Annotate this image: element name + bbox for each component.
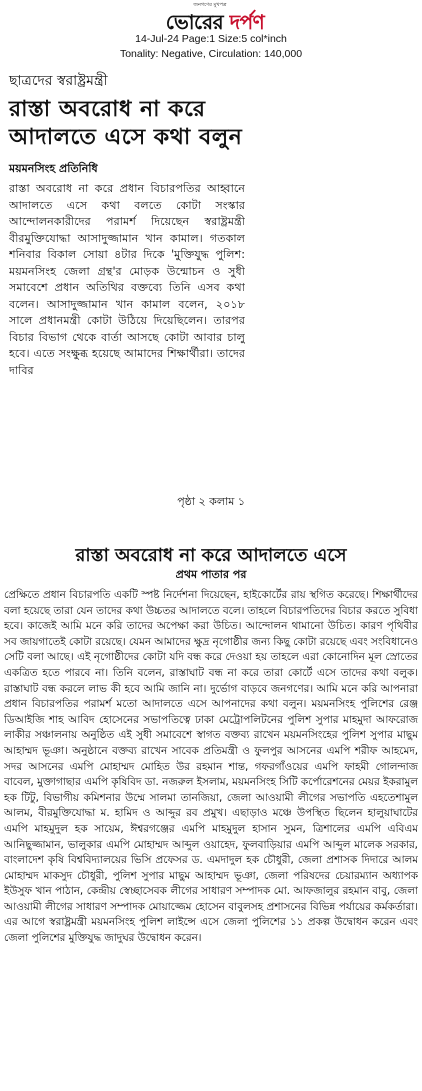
jump-reference: পৃষ্ঠা ২ কলাম ১	[177, 495, 245, 508]
clip-meta-tonality: Tonality: Negative, Circulation: 140,000	[119, 48, 303, 60]
continuation-subhead: প্রথম পাতার পর	[175, 568, 247, 581]
continuation-headline: রাস্তা অবরোধ না করে আদালতে এসে	[75, 545, 347, 566]
article-byline: ময়মনসিংহ প্রতিনিধি	[9, 162, 98, 175]
article-continuation	[4, 544, 418, 1091]
article-headline: রাস্তা অবরোধ না করে আদালতে এসে কথা বলুন	[9, 97, 243, 150]
article-kicker: ছাত্রদের স্বরাষ্ট্রমন্ত্রী	[9, 73, 108, 89]
logo-part-two: দর্পণ	[229, 10, 265, 34]
masthead	[0, 0, 422, 66]
newspaper-logo	[120, 8, 310, 32]
clip-meta-date-size: 14-Jul-24 Page:1 Size:5 col*inch	[135, 33, 287, 45]
article-front-page	[5, 70, 245, 530]
masthead-tagline: জনগণের মুখপত্র	[193, 2, 227, 8]
continuation-body: প্রেক্ষিতে প্রধান বিচারপতি একটি স্পষ্ট নির্দেশনা দিয়েছেন, হাইকোর্টের রায় স্থগিত করেছে। শিক্ষার্থীদের বলা হয়েছে তারা যেন তাদের কথা উচ্চতর আদালতে বলে। তাহলে বিচারপতিদের বিচার করতে সুবিধা হবে। কাজেই আমি মনে করি তাদের অপেক্ষা করা উচিত। আন্দোলন থামানো উচিত। কারণ পৃথিবীর সব জায়গাতেই কোটা রয়েছে। যেমন আমাদের ক্ষুদ্র নৃগোষ্ঠীর জন্য কিছু কোটা রয়েছে এবং সংবিধানেও সেটি বলা আছে। এই নৃগোষ্ঠীদের কোটা যদি বন্ধ করে দেওয়া হয় তাহলে এরা কোনোদিন মূল স্রোতের একত্রিত হতে পারবে না। তিনি বলেন, রাস্তাঘাট বন্ধ না করে তারা কোর্টে এসে তাদের কথা বলুক। রাস্তাঘাট বন্ধ করলে লাভ কী হবে আমি জানি না। দুর্ভোগ বাড়বে জনগণের। আমি মনে করি আপনারা প্রধান বিচারপতির পরামর্শ মতো আদালতে এসে আপনাদের কথা বলুন। ময়মনসিংহ পুলিশের রেঞ্জ ডিআইজি শাহ আবিদ হোসেনের সভাপতিত্বে ঢাকা মেট্রোপলিটনের পুলিশ সুপার মাহমুদা আফরোজ লাকীর সঞ্চালনায় অনুষ্ঠিত এই সুধী সমাবেশে স্বাগত বক্তব্য রাখেন ময়মনসিংহের পুলিশ সুপার মাছুম আহাম্মদ ভূঞা। অনুষ্ঠানে বক্তব্য রাখেন সাবেক প্রতিমন্ত্রী ও ফুলপুর আসনের এমপি শরীফ আহমেদ, সদর আসনের এমপি মোহাম্মদ মোহিত উর রহমান শান্ত, গফরগাঁওয়ের এমপি ফাহমী গোলন্দাজ বাবেল, মুক্তাগাছার এমপি কৃষিবিদ ডা. নজরুল ইসলাম, ময়মনসিংহ সিটি কর্পোরেশনের মেয়র ইকরামুল হক টিটু, বিভাগীয় কমিশনার উম্মে সালমা তানজিয়া, জেলা আওয়ামী লীগের সভাপতি এহতেশামুল আলম, বীরমুক্তিযোদ্ধা ম. হামিদ ও আব্দুর রব প্রমুখ। এছাড়াও মঞ্চে উপস্থিত ছিলেন হালুয়াঘাটের এমপি মাহমুদুল হক সায়েম, ঈশ্বরগঞ্জের এমপি মাহমুদুল হাসান সুমন, ত্রিশালের এমপি এবিএম আনিছুজ্জামান, ভালুকার এমপি মোহাম্মদ আব্দুল ওয়াহেদ, ফুলবাড়িয়ার এমপি আব্দুল মালেক সরকার, বাংলাদেশ কৃষি বিশ্ববিদ্যালয়ের ভিসি প্রফেসর ড. এমদাদুল হক চৌধুরী, জেলা প্রশাসক দিদারে আলম মোহাম্মদ মাকসুদ চৌধুরী, পুলিশ সুপার মাছুম আহাম্মদ ভূঞা, জেলা পরিষদের চেয়ারম্যান অধ্যাপক ইউসুফ খান পাঠান, কেন্দ্রীয় স্বেচ্ছাসেবক লীগের সাধারণ সম্পাদক মো. আফজালুর রহমান বাবু, জেলা আওয়ামী লীগের সাধারণ সম্পাদক মোয়াজ্জেম হোসেন বাবুলসহ প্রশাসনের বিভিন্ন পর্যায়ের কর্মকর্তারা। এর আগে স্বরাষ্ট্রমন্ত্রী ময়মনসিংহ পুলিশ লাইন্সে এসে জেলা পুলিশের ১১ প্রকল্প উদ্বোধন করেন এবং জেলা পুলিশের মুক্তিযুদ্ধ জাদুঘর উদ্বোধন করেন।	[4, 589, 418, 945]
logo-part-one: ভোরের	[165, 10, 230, 34]
article-body: রাস্তা অবরোধ না করে প্রধান বিচারপতির আহ্বানে আদালতে এসে কথা বলতে কোটা সংস্কার আন্দোলনকারীদের পরামর্শ দিয়েছেন স্বরাষ্ট্রমন্ত্রী বীরমুক্তিযোদ্ধা আসাদুজ্জামান খান কামাল। গতকাল শনিবার বিকাল সোয়া ৪টার দিকে 'মুক্তিযুদ্ধ পুলিশ: ময়মনসিংহ জেলা গ্রন্থ'র মোড়ক উন্মোচন ও সুধী সমাবেশে প্রধান অতিথির বক্তব্যে তিনি এসব কথা বলেন। আসাদুজ্জামান খান কামাল বলেন, ২০১৮ সালে প্রধানমন্ত্রী কোটা উঠিয়ে দিয়েছিলেন। তারপর বিচার বিভাগ থেকে বার্তা আসছে কোটা আবার চালু হবে। এতে সংক্ষুব্ধ হয়েছে আমাদের শিক্ষার্থীরা। তাদের দাবির	[9, 182, 245, 377]
